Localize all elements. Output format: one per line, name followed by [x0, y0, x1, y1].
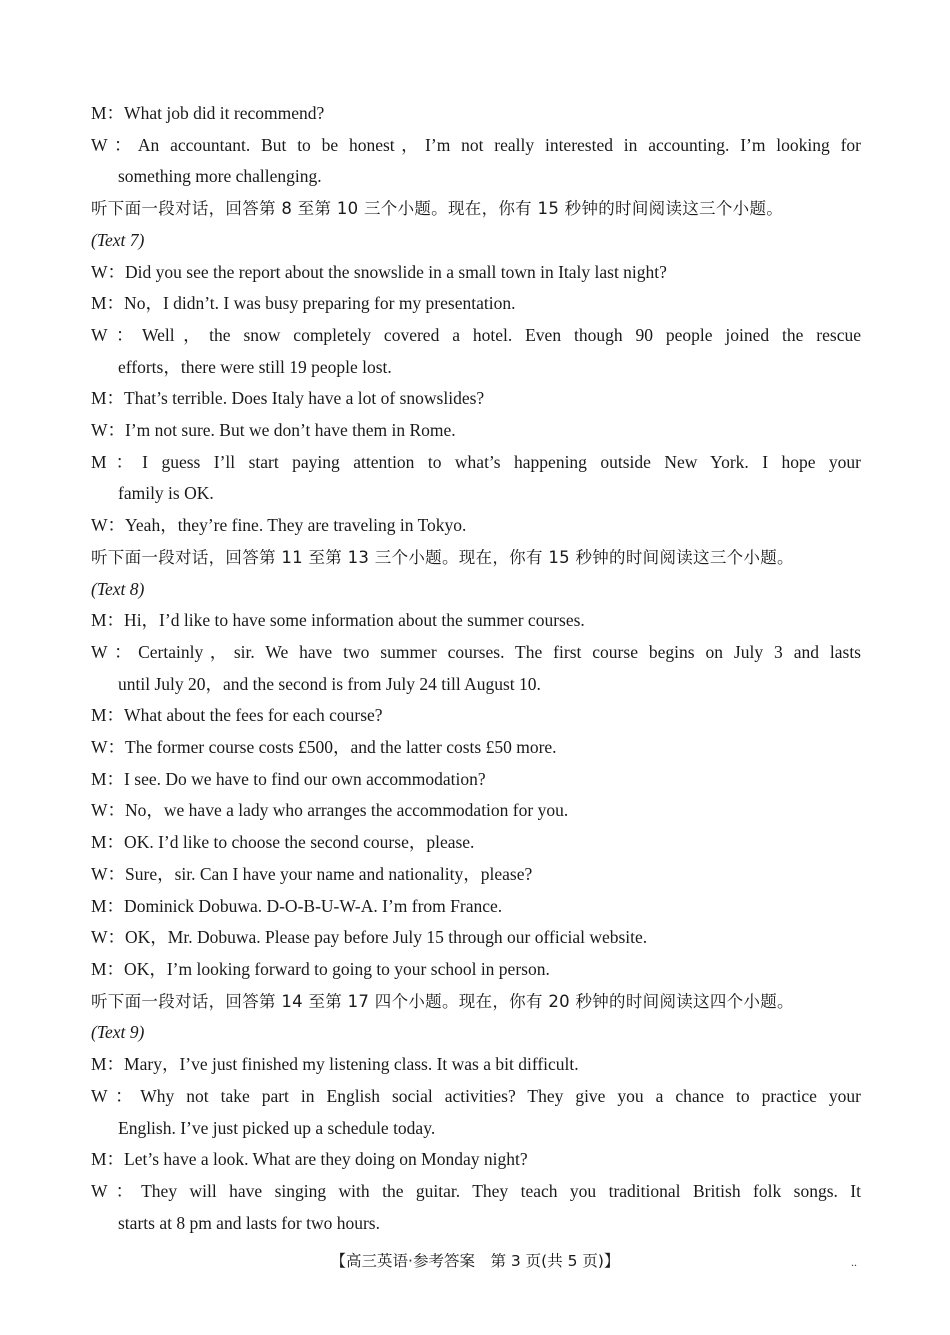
dialogue-line: W：An accountant. But to be honest，I’m not really interested in accounting. I’m looking for: [91, 134, 861, 155]
dialogue-line: family is OK.: [118, 483, 214, 504]
dialogue-line: M：OK，I’m looking forward to going to your school in person.: [91, 958, 550, 979]
dialogue-line: M：That’s terrible. Does Italy have a lot of snowslides?: [91, 388, 485, 409]
dialogue-line: M：What job did it recommend?: [91, 103, 325, 123]
dialogue-line: M：OK. I’d like to choose the second course，please.: [91, 832, 475, 853]
dialogue-line: M：No，I didn’t. I was busy preparing for my presentation.: [91, 293, 516, 314]
dialogue-line: until July 20，and the second is from July 24 till August 10.: [118, 673, 541, 694]
dialogue-line: W：Certainly，sir. We have two summer courses. The first course begins on July 3 and lasts: [91, 641, 861, 662]
dialogue-line: M：Let’s have a look. What are they doing on Monday night?: [91, 1149, 528, 1170]
dialogue-line: M：What about the fees for each course?: [91, 705, 383, 726]
section-instruction: 听下面一段对话，回答第 11 至第 13 三个小题。现在，你有 15 秒钟的时间阅读这三个小题。: [91, 547, 794, 567]
section-instruction: 听下面一段对话，回答第 14 至第 17 四个小题。现在，你有 20 秒钟的时间阅读这四个小题。: [91, 991, 794, 1011]
dialogue-line: M：Mary，I’ve just finished my listening class. It was a bit difficult.: [91, 1054, 579, 1075]
document-body: [91, 98, 861, 1239]
dialogue-line: W：No，we have a lady who arranges the accommodation for you.: [91, 800, 569, 821]
dialogue-line: W：The former course costs £500，and the latter costs £50 more.: [91, 737, 557, 758]
dialogue-line: something more challenging.: [118, 166, 322, 187]
dialogue-line: English. I’ve just picked up a schedule today.: [118, 1117, 436, 1138]
text-heading: (Text 7): [91, 229, 145, 250]
dialogue-line: W：OK，Mr. Dobuwa. Please pay before July 15 through our official website.: [91, 927, 648, 948]
page-footer: 【高三英语·参考答案 第 3 页(共 5 页)】: [330, 1252, 620, 1270]
dialogue-line: W：Sure，sir. Can I have your name and nationality，please?: [91, 863, 533, 884]
dialogue-line: W：Why not take part in English social activities? They give you a chance to practice your: [91, 1085, 861, 1106]
dialogue-line: W：Did you see the report about the snowslide in a small town in Italy last night?: [91, 261, 667, 282]
dialogue-line: W：I’m not sure. But we don’t have them in Rome.: [91, 420, 456, 441]
dialogue-line: M：Dominick Dobuwa. D-O-B-U-W-A. I’m from France.: [91, 895, 503, 916]
dialogue-line: M：I guess I’ll start paying attention to what’s happening outside New York. I hope your: [91, 451, 861, 472]
dialogue-line: W：Well，the snow completely covered a hotel. Even though 90 people joined the rescue: [91, 324, 861, 345]
dialogue-line: W：They will have singing with the guitar. They teach you traditional British folk songs. It: [91, 1180, 861, 1201]
dialogue-line: W：Yeah，they’re fine. They are traveling in Tokyo.: [91, 515, 467, 536]
corner-mark: ..: [851, 1255, 857, 1269]
text-heading: (Text 9): [91, 1022, 145, 1043]
dialogue-line: M：I see. Do we have to find our own accommodation?: [91, 768, 486, 789]
dialogue-line: efforts，there were still 19 people lost.: [118, 356, 392, 377]
text-heading: (Text 8): [91, 578, 145, 599]
dialogue-line: starts at 8 pm and lasts for two hours.: [118, 1212, 380, 1233]
section-instruction: 听下面一段对话，回答第 8 至第 10 三个小题。现在，你有 15 秒钟的时间阅读这三个小题。: [91, 199, 784, 219]
dialogue-line: M：Hi，I’d like to have some information about the summer courses.: [91, 610, 585, 631]
